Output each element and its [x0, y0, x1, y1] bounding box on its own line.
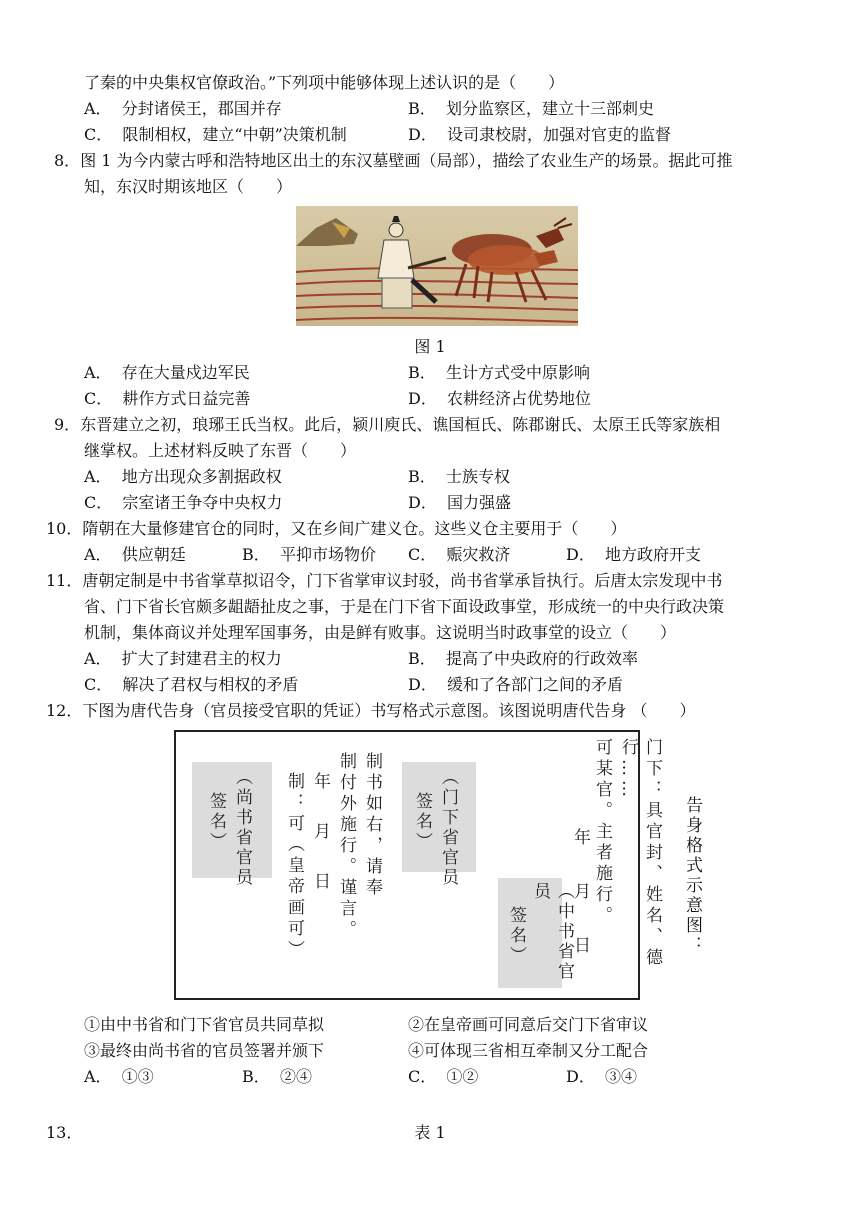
statement-2: ②在皇帝画可同意后交门下省审议 [408, 1015, 649, 1034]
q7-option-c: C． 限制相权，建立“中朝”决策机制 [84, 125, 347, 144]
q11-option-a: A． 扩大了封建君主的权力 [84, 649, 282, 668]
sig-menxia-line2: 签名） [412, 792, 432, 852]
q7-option-b: B． 划分监察区，建立十三部刺史 [408, 99, 654, 118]
q7-option-a: A． 分封诸侯王，郡国并存 [84, 99, 282, 118]
q12-option-c: C． ①② [408, 1067, 479, 1086]
q8-stem: 8．图 1 为今内蒙古呼和浩特地区出土的东汉墓壁画（局部），描绘了农业生产的场景。据此可推 [54, 151, 733, 170]
gaoshen-format-diagram [174, 730, 662, 1000]
q10-stem: 10．隋朝在大量修建官仓的同时，又在乡间广建义仓。这些义仓主要用于（ ） [46, 519, 627, 538]
q13-number: 13． [46, 1123, 83, 1142]
table-1-caption: 表 1 [414, 1123, 446, 1142]
q7-stem: 了秦的中央集权官僚政治。”下列项中能够体现上述认识的是（ ） [84, 73, 565, 92]
q12-stem: 12．下图为唐代告身（官员接受官职的凭证）书写格式示意图。该图说明唐代告身 （ ） [46, 701, 696, 720]
q10-option-a: A． 供应朝廷 [84, 545, 186, 564]
statement-4: ④可体现三省相互牵制又分工配合 [408, 1041, 649, 1060]
q10-option-c: C． 赈灾救济 [408, 545, 511, 564]
statement-3: ③最终由尚书省的官员签署并颁下 [84, 1041, 325, 1060]
q11-option-d: D． 缓和了各部门之间的矛盾 [408, 675, 624, 694]
sig-shangshu-line2: 签名） [206, 792, 226, 852]
q11-option-c: C． 解决了君权与相权的矛盾 [84, 675, 299, 694]
sig-shangshu-line1: （尚书省官员 [232, 768, 252, 888]
col-zhifu: 制付外施行。谨言。 [336, 752, 356, 941]
col-kemou: 可某官。主者施行。 [592, 738, 612, 927]
col-menxia: 门下：具官封、姓名、德行…… [618, 738, 662, 969]
q8-option-b: B． 生计方式受中原影响 [408, 363, 590, 382]
q8-stem-cont: 知，东汉时期该地区（ ） [84, 177, 293, 196]
q10-option-b: B． 平抑市场物价 [242, 545, 376, 564]
col-date-1: 年 月 日 [570, 828, 590, 963]
q9-stem: 9．东晋建立之初，琅琊王氏当权。此后，颍川庾氏、谯国桓氏、陈郡谢氏、太原王氏等家族相 [54, 415, 721, 434]
sig-menxia-line1: （门下省官员 [438, 768, 458, 888]
statement-1: ①由中书省和门下省官员共同草拟 [84, 1015, 325, 1034]
q9-option-d: D． 国力强盛 [408, 493, 512, 512]
q8-option-a: A． 存在大量戍边军民 [84, 363, 250, 382]
q9-option-b: B． 士族专权 [408, 467, 510, 486]
q9-option-c: C． 宗室诸王争夺中央权力 [84, 493, 283, 512]
q11-stem-cont-2: 机制，集体商议并处理军国事务，由是鲜有败事。这说明当时政事堂的设立（ ） [84, 623, 677, 642]
mural-drawing [296, 206, 578, 326]
tomb-mural-image [296, 206, 578, 326]
q11-stem-cont-1: 省、门下省长官颇多龃龉扯皮之事，于是在门下省下面设政事堂，形成统一的中央行政决策 [84, 597, 725, 616]
col-zhishu: 制书如右，请奉 [362, 752, 382, 899]
q11-option-b: B． 提高了中央政府的行政效率 [408, 649, 638, 668]
q7-option-d: D． 设司隶校尉，加强对官吏的监督 [408, 125, 672, 144]
q9-option-a: A． 地方出现众多割据政权 [84, 467, 282, 486]
col-date-2: 年 月 日 [310, 772, 330, 897]
sig-zhongshu-line2: 签名） [506, 906, 526, 966]
figure-1-caption: 图 1 [414, 337, 446, 356]
q8-option-c: C． 耕作方式日益完善 [84, 389, 251, 408]
q9-stem-cont: 继掌权。上述材料反映了东晋（ ） [84, 441, 357, 460]
q10-option-d: D． 地方政府开支 [566, 545, 702, 564]
q12-option-a: A． ①③ [84, 1067, 154, 1086]
sig-zhongshu-line1: （中书省官员 [530, 882, 574, 982]
col-zhike: 制：可（皇帝画可） [284, 772, 304, 961]
q12-option-b: B． ②④ [242, 1067, 312, 1086]
q12-option-d: D． ③④ [566, 1067, 638, 1086]
q8-option-d: D． 农耕经济占优势地位 [408, 389, 592, 408]
q11-stem: 11．唐朝定制是中书省掌草拟诏令，门下省掌审议封驳，尚书省掌承旨执行。后唐太宗发现中书 [46, 571, 723, 590]
diagram-title: 告身格式示意图： [682, 796, 702, 956]
